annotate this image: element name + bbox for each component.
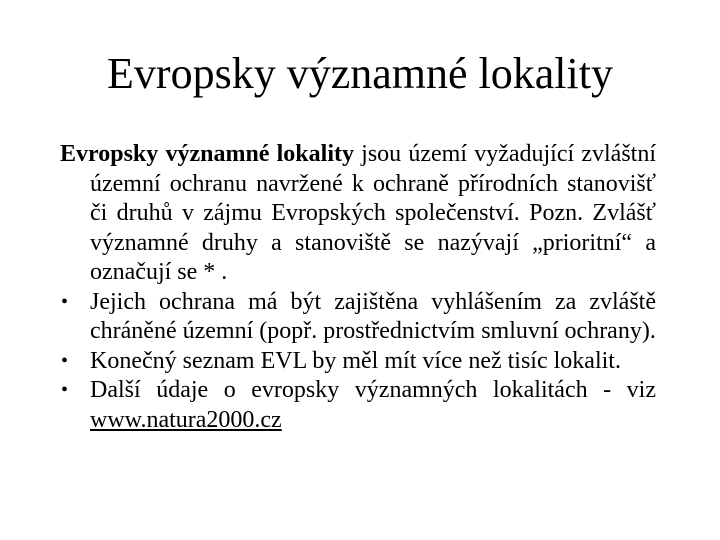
intro-paragraph (60, 140, 656, 288)
bullet-text: Konečný seznam EVL by měl mít více než tisíc lokalit. (90, 347, 621, 374)
bullet-text: Jejich ochrana má být zajištěna vyhlášením za zvláště chráněné územní (popř. prostřednictvím smluvní ochrany). (90, 288, 656, 344)
intro-bold-term: Evropsky významné lokality (60, 141, 354, 167)
bullet-icon: • (61, 379, 69, 401)
slide-body (60, 140, 656, 435)
slide-title: Evropsky významné lokality (107, 49, 613, 98)
natura2000-link[interactable]: www.natura2000.cz (90, 406, 282, 433)
bullet-icon: • (61, 349, 69, 372)
intro-text: jsou území vyžadující zvláštní územní ochranu navržené k ochraně přírodních stanovišť či druhů v zájmu Evropských společenství. Pozn. Zvlášť významné druhy a stanoviště se nazývají „prioritní“ a označují se * . (90, 141, 656, 285)
bullet-item-protection (60, 288, 656, 347)
bullet-list (60, 288, 656, 436)
bullet-item-list-count (60, 347, 656, 377)
bullet-item-more-info (60, 376, 656, 435)
bullet-text: Další údaje o evropsky významných lokalitách - viz (90, 377, 656, 403)
bullet-icon: • (61, 290, 69, 313)
